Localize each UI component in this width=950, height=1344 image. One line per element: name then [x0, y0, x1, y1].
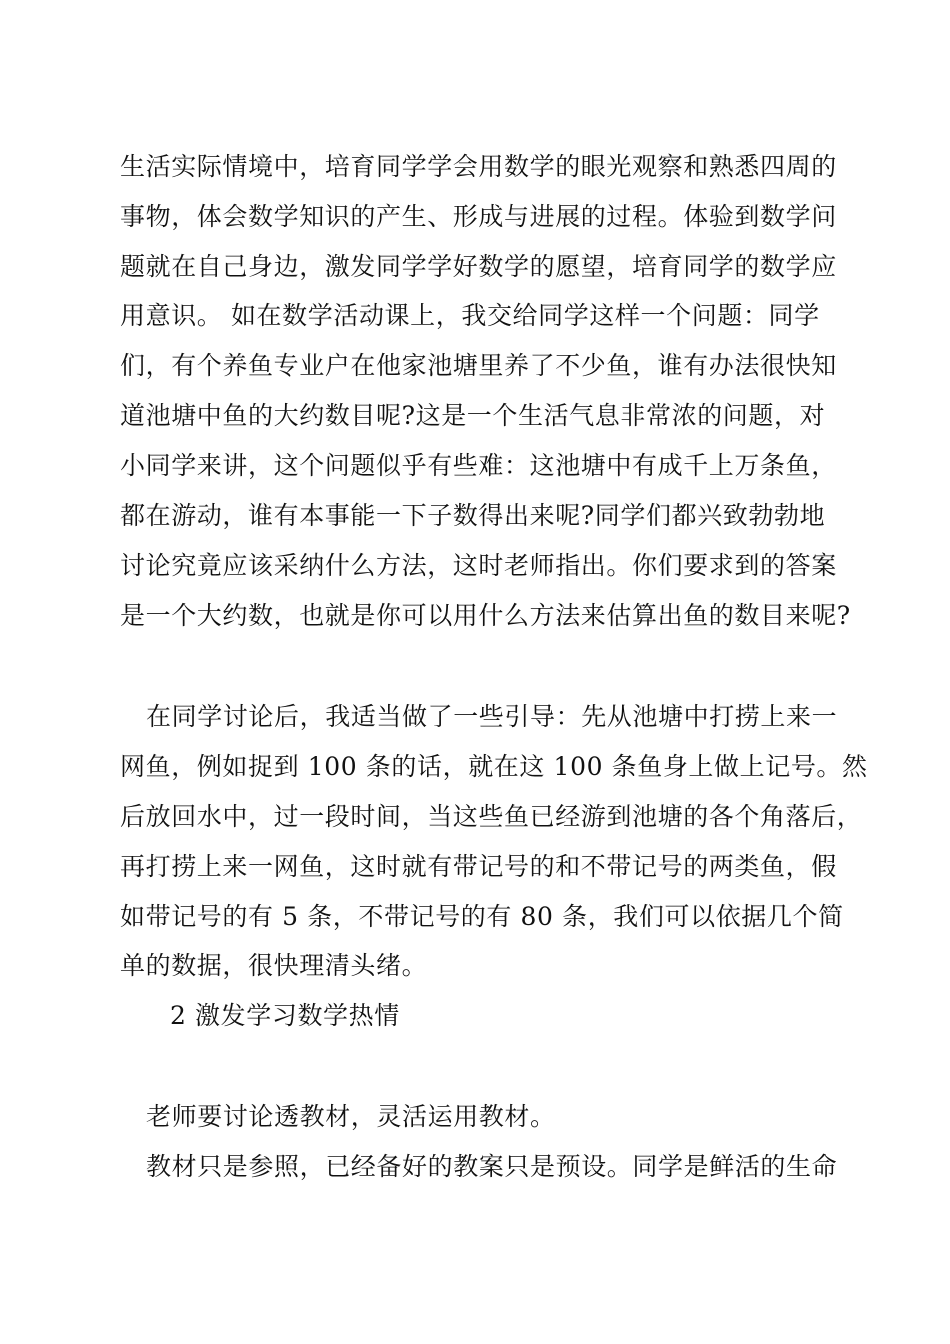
paragraph-1-line-3: 题就在自己身边，激发同学学好数学的愿望，培育同学的数学应	[120, 252, 837, 281]
section-heading: 2 激发学习数学热情	[170, 1001, 400, 1030]
paragraph-1-line-6: 道池塘中鱼的大约数目呢?这是一个生活气息非常浓的问题，对	[120, 401, 826, 430]
paragraph-3-line-1: 老师要讨论透教材，灵活运用教材。	[146, 1102, 556, 1131]
paragraph-1-line-4: 用意识。 如在数学活动课上，我交给同学这样一个问题：同学	[120, 301, 820, 330]
paragraph-1-line-2: 事物，体会数学知识的产生、形成与进展的过程。体验到数学问	[120, 202, 837, 231]
paragraph-1-line-7: 小同学来讲，这个问题似乎有些难：这池塘中有成千上万条鱼，	[120, 451, 837, 480]
paragraph-3-line-2: 教材只是参照，已经备好的教案只是预设。同学是鲜活的生命	[146, 1152, 838, 1181]
paragraph-2-line-3: 后放回水中，过一段时间，当这些鱼已经游到池塘的各个角落后，	[120, 802, 863, 831]
paragraph-1-line-5: 们，有个养鱼专业户在他家池塘里养了不少鱼，谁有办法很快知	[120, 351, 837, 380]
paragraph-1-line-8: 都在游动，谁有本事能一下子数得出来呢?同学们都兴致勃勃地	[120, 501, 826, 530]
paragraph-2-line-5: 如带记号的有 5 条，不带记号的有 80 条，我们可以依据几个简	[120, 902, 844, 931]
paragraph-1-line-10: 是一个大约数，也就是你可以用什么方法来估算出鱼的数目来呢?	[120, 601, 851, 630]
paragraph-2-line-6: 单的数据，很快理清头绪。	[120, 951, 428, 980]
paragraph-1-line-9: 讨论究竟应该采纳什么方法，这时老师指出。你们要求到的答案	[120, 551, 837, 580]
paragraph-1-line-1: 生活实际情境中，培育同学学会用数学的眼光观察和熟悉四周的	[120, 152, 837, 181]
paragraph-2-line-4: 再打捞上来一网鱼，这时就有带记号的和不带记号的两类鱼，假	[120, 852, 837, 881]
paragraph-2-line-2: 网鱼，例如捉到 100 条的话，就在这 100 条鱼身上做上记号。然	[120, 752, 868, 781]
paragraph-2-line-1: 在同学讨论后，我适当做了一些引导：先从池塘中打捞上来一	[146, 702, 838, 731]
